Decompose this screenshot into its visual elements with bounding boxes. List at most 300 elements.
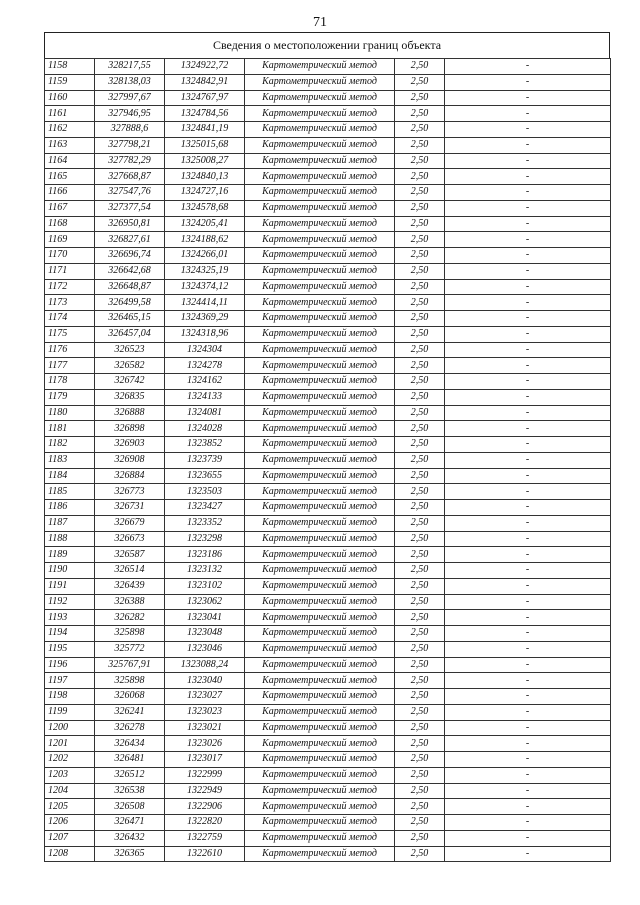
x-coordinate-cell: 326679 xyxy=(95,515,165,531)
accuracy-cell: 2,50 xyxy=(395,736,445,752)
description-cell: - xyxy=(445,578,611,594)
table-row xyxy=(45,484,611,500)
x-coordinate-cell: 326499,58 xyxy=(95,295,165,311)
method-cell: Картометрический метод xyxy=(245,263,395,279)
method-cell: Картометрический метод xyxy=(245,720,395,736)
method-cell: Картометрический метод xyxy=(245,74,395,90)
table-row xyxy=(45,106,611,122)
method-cell: Картометрический метод xyxy=(245,799,395,815)
y-coordinate-cell: 1323102 xyxy=(165,578,245,594)
x-coordinate-cell: 326731 xyxy=(95,500,165,516)
accuracy-cell: 2,50 xyxy=(395,311,445,327)
method-cell: Картометрический метод xyxy=(245,169,395,185)
point-number-cell: 1195 xyxy=(45,641,95,657)
point-number-cell: 1186 xyxy=(45,500,95,516)
table-row xyxy=(45,295,611,311)
point-number-cell: 1166 xyxy=(45,185,95,201)
x-coordinate-cell: 326903 xyxy=(95,437,165,453)
method-cell: Картометрический метод xyxy=(245,563,395,579)
table-row xyxy=(45,515,611,531)
method-cell: Картометрический метод xyxy=(245,185,395,201)
description-cell: - xyxy=(445,437,611,453)
y-coordinate-cell: 1323298 xyxy=(165,531,245,547)
description-cell: - xyxy=(445,815,611,831)
point-number-cell: 1193 xyxy=(45,610,95,626)
y-coordinate-cell: 1323352 xyxy=(165,515,245,531)
x-coordinate-cell: 326514 xyxy=(95,563,165,579)
x-coordinate-cell: 326582 xyxy=(95,358,165,374)
point-number-cell: 1172 xyxy=(45,279,95,295)
x-coordinate-cell: 326538 xyxy=(95,783,165,799)
point-number-cell: 1184 xyxy=(45,468,95,484)
page-number: 71 xyxy=(313,15,327,30)
method-cell: Картометрический метод xyxy=(245,594,395,610)
point-number-cell: 1182 xyxy=(45,437,95,453)
accuracy-cell: 2,50 xyxy=(395,74,445,90)
description-cell: - xyxy=(445,830,611,846)
point-number-cell: 1202 xyxy=(45,752,95,768)
method-cell: Картометрический метод xyxy=(245,846,395,862)
x-coordinate-cell: 326835 xyxy=(95,389,165,405)
x-coordinate-cell: 326648,87 xyxy=(95,279,165,295)
y-coordinate-cell: 1323132 xyxy=(165,563,245,579)
point-number-cell: 1170 xyxy=(45,248,95,264)
accuracy-cell: 2,50 xyxy=(395,137,445,153)
method-cell: Картометрический метод xyxy=(245,405,395,421)
table-row xyxy=(45,578,611,594)
method-cell: Картометрический метод xyxy=(245,452,395,468)
description-cell: - xyxy=(445,106,611,122)
description-cell: - xyxy=(445,185,611,201)
point-number-cell: 1181 xyxy=(45,421,95,437)
y-coordinate-cell: 1325015,68 xyxy=(165,137,245,153)
description-cell: - xyxy=(445,311,611,327)
y-coordinate-cell: 1324841,19 xyxy=(165,122,245,138)
y-coordinate-cell: 1324081 xyxy=(165,405,245,421)
table-row xyxy=(45,452,611,468)
x-coordinate-cell: 327547,76 xyxy=(95,185,165,201)
x-coordinate-cell: 326432 xyxy=(95,830,165,846)
method-cell: Картометрический метод xyxy=(245,216,395,232)
method-cell: Картометрический метод xyxy=(245,689,395,705)
y-coordinate-cell: 1324784,56 xyxy=(165,106,245,122)
point-number-cell: 1174 xyxy=(45,311,95,327)
y-coordinate-cell: 1324727,16 xyxy=(165,185,245,201)
point-number-cell: 1177 xyxy=(45,358,95,374)
table-row xyxy=(45,531,611,547)
y-coordinate-cell: 1324922,72 xyxy=(165,59,245,75)
point-number-cell: 1201 xyxy=(45,736,95,752)
point-number-cell: 1159 xyxy=(45,74,95,90)
method-cell: Картометрический метод xyxy=(245,437,395,453)
accuracy-cell: 2,50 xyxy=(395,767,445,783)
y-coordinate-cell: 1324325,19 xyxy=(165,263,245,279)
accuracy-cell: 2,50 xyxy=(395,122,445,138)
y-coordinate-cell: 1324205,41 xyxy=(165,216,245,232)
description-cell: - xyxy=(445,563,611,579)
method-cell: Картометрический метод xyxy=(245,657,395,673)
x-coordinate-cell: 326481 xyxy=(95,752,165,768)
y-coordinate-cell: 1322759 xyxy=(165,830,245,846)
description-cell: - xyxy=(445,752,611,768)
method-cell: Картометрический метод xyxy=(245,815,395,831)
y-coordinate-cell: 1324414,11 xyxy=(165,295,245,311)
table-row xyxy=(45,815,611,831)
table-row xyxy=(45,153,611,169)
table-row xyxy=(45,563,611,579)
table-row xyxy=(45,122,611,138)
description-cell: - xyxy=(445,90,611,106)
coordinates-table xyxy=(44,58,611,862)
x-coordinate-cell: 328217,55 xyxy=(95,59,165,75)
description-cell: - xyxy=(445,468,611,484)
accuracy-cell: 2,50 xyxy=(395,216,445,232)
point-number-cell: 1200 xyxy=(45,720,95,736)
x-coordinate-cell: 326587 xyxy=(95,547,165,563)
y-coordinate-cell: 1324028 xyxy=(165,421,245,437)
y-coordinate-cell: 1324842,91 xyxy=(165,74,245,90)
accuracy-cell: 2,50 xyxy=(395,295,445,311)
accuracy-cell: 2,50 xyxy=(395,830,445,846)
x-coordinate-cell: 326898 xyxy=(95,421,165,437)
method-cell: Картометрический метод xyxy=(245,736,395,752)
accuracy-cell: 2,50 xyxy=(395,200,445,216)
accuracy-cell: 2,50 xyxy=(395,515,445,531)
method-cell: Картометрический метод xyxy=(245,153,395,169)
x-coordinate-cell: 327668,87 xyxy=(95,169,165,185)
method-cell: Картометрический метод xyxy=(245,311,395,327)
x-coordinate-cell: 326465,15 xyxy=(95,311,165,327)
y-coordinate-cell: 1325008,27 xyxy=(165,153,245,169)
x-coordinate-cell: 327782,29 xyxy=(95,153,165,169)
method-cell: Картометрический метод xyxy=(245,610,395,626)
table-row xyxy=(45,248,611,264)
y-coordinate-cell: 1323027 xyxy=(165,689,245,705)
point-number-cell: 1194 xyxy=(45,626,95,642)
accuracy-cell: 2,50 xyxy=(395,563,445,579)
accuracy-cell: 2,50 xyxy=(395,578,445,594)
accuracy-cell: 2,50 xyxy=(395,437,445,453)
x-coordinate-cell: 326512 xyxy=(95,767,165,783)
x-coordinate-cell: 326523 xyxy=(95,342,165,358)
x-coordinate-cell: 326278 xyxy=(95,720,165,736)
x-coordinate-cell: 325767,91 xyxy=(95,657,165,673)
table-row xyxy=(45,468,611,484)
table-row xyxy=(45,626,611,642)
table-row xyxy=(45,594,611,610)
method-cell: Картометрический метод xyxy=(245,232,395,248)
accuracy-cell: 2,50 xyxy=(395,610,445,626)
y-coordinate-cell: 1323046 xyxy=(165,641,245,657)
table-row xyxy=(45,74,611,90)
description-cell: - xyxy=(445,421,611,437)
point-number-cell: 1188 xyxy=(45,531,95,547)
method-cell: Картометрический метод xyxy=(245,673,395,689)
accuracy-cell: 2,50 xyxy=(395,90,445,106)
point-number-cell: 1197 xyxy=(45,673,95,689)
y-coordinate-cell: 1324840,13 xyxy=(165,169,245,185)
method-cell: Картометрический метод xyxy=(245,248,395,264)
x-coordinate-cell: 326888 xyxy=(95,405,165,421)
y-coordinate-cell: 1324133 xyxy=(165,389,245,405)
description-cell: - xyxy=(445,594,611,610)
table-row xyxy=(45,657,611,673)
accuracy-cell: 2,50 xyxy=(395,720,445,736)
point-number-cell: 1183 xyxy=(45,452,95,468)
description-cell: - xyxy=(445,799,611,815)
x-coordinate-cell: 328138,03 xyxy=(95,74,165,90)
section-title: Сведения о местоположении границ объекта xyxy=(44,32,610,58)
accuracy-cell: 2,50 xyxy=(395,626,445,642)
description-cell: - xyxy=(445,374,611,390)
table-row xyxy=(45,326,611,342)
description-cell: - xyxy=(445,295,611,311)
point-number-cell: 1165 xyxy=(45,169,95,185)
method-cell: Картометрический метод xyxy=(245,279,395,295)
method-cell: Картометрический метод xyxy=(245,547,395,563)
method-cell: Картометрический метод xyxy=(245,200,395,216)
description-cell: - xyxy=(445,720,611,736)
accuracy-cell: 2,50 xyxy=(395,657,445,673)
description-cell: - xyxy=(445,531,611,547)
accuracy-cell: 2,50 xyxy=(395,547,445,563)
description-cell: - xyxy=(445,500,611,516)
y-coordinate-cell: 1322949 xyxy=(165,783,245,799)
description-cell: - xyxy=(445,216,611,232)
table-row xyxy=(45,673,611,689)
y-coordinate-cell: 1323021 xyxy=(165,720,245,736)
y-coordinate-cell: 1324374,12 xyxy=(165,279,245,295)
accuracy-cell: 2,50 xyxy=(395,342,445,358)
y-coordinate-cell: 1323186 xyxy=(165,547,245,563)
method-cell: Картометрический метод xyxy=(245,421,395,437)
method-cell: Картометрический метод xyxy=(245,578,395,594)
x-coordinate-cell: 327946,95 xyxy=(95,106,165,122)
description-cell: - xyxy=(445,641,611,657)
table-row xyxy=(45,500,611,516)
description-cell: - xyxy=(445,59,611,75)
method-cell: Картометрический метод xyxy=(245,326,395,342)
accuracy-cell: 2,50 xyxy=(395,232,445,248)
method-cell: Картометрический метод xyxy=(245,389,395,405)
x-coordinate-cell: 326365 xyxy=(95,846,165,862)
accuracy-cell: 2,50 xyxy=(395,153,445,169)
point-number-cell: 1160 xyxy=(45,90,95,106)
y-coordinate-cell: 1323655 xyxy=(165,468,245,484)
description-cell: - xyxy=(445,169,611,185)
y-coordinate-cell: 1323062 xyxy=(165,594,245,610)
y-coordinate-cell: 1324266,01 xyxy=(165,248,245,264)
document-body xyxy=(44,32,610,862)
method-cell: Картометрический метод xyxy=(245,641,395,657)
table-row xyxy=(45,830,611,846)
description-cell: - xyxy=(445,547,611,563)
method-cell: Картометрический метод xyxy=(245,106,395,122)
method-cell: Картометрический метод xyxy=(245,59,395,75)
description-cell: - xyxy=(445,342,611,358)
accuracy-cell: 2,50 xyxy=(395,815,445,831)
accuracy-cell: 2,50 xyxy=(395,500,445,516)
accuracy-cell: 2,50 xyxy=(395,106,445,122)
method-cell: Картометрический метод xyxy=(245,752,395,768)
method-cell: Картометрический метод xyxy=(245,783,395,799)
point-number-cell: 1185 xyxy=(45,484,95,500)
description-cell: - xyxy=(445,515,611,531)
description-cell: - xyxy=(445,74,611,90)
table-row xyxy=(45,216,611,232)
point-number-cell: 1163 xyxy=(45,137,95,153)
description-cell: - xyxy=(445,610,611,626)
accuracy-cell: 2,50 xyxy=(395,484,445,500)
description-cell: - xyxy=(445,767,611,783)
description-cell: - xyxy=(445,783,611,799)
point-number-cell: 1171 xyxy=(45,263,95,279)
method-cell: Картометрический метод xyxy=(245,295,395,311)
description-cell: - xyxy=(445,279,611,295)
method-cell: Картометрический метод xyxy=(245,531,395,547)
description-cell: - xyxy=(445,358,611,374)
x-coordinate-cell: 326696,74 xyxy=(95,248,165,264)
description-cell: - xyxy=(445,736,611,752)
description-cell: - xyxy=(445,626,611,642)
accuracy-cell: 2,50 xyxy=(395,783,445,799)
y-coordinate-cell: 1324767,97 xyxy=(165,90,245,106)
accuracy-cell: 2,50 xyxy=(395,389,445,405)
x-coordinate-cell: 326508 xyxy=(95,799,165,815)
x-coordinate-cell: 326827,61 xyxy=(95,232,165,248)
x-coordinate-cell: 325898 xyxy=(95,673,165,689)
table-row xyxy=(45,137,611,153)
point-number-cell: 1173 xyxy=(45,295,95,311)
point-number-cell: 1203 xyxy=(45,767,95,783)
point-number-cell: 1208 xyxy=(45,846,95,862)
x-coordinate-cell: 326439 xyxy=(95,578,165,594)
y-coordinate-cell: 1322820 xyxy=(165,815,245,831)
point-number-cell: 1178 xyxy=(45,374,95,390)
point-number-cell: 1169 xyxy=(45,232,95,248)
x-coordinate-cell: 326388 xyxy=(95,594,165,610)
x-coordinate-cell: 326642,68 xyxy=(95,263,165,279)
point-number-cell: 1168 xyxy=(45,216,95,232)
y-coordinate-cell: 1323048 xyxy=(165,626,245,642)
point-number-cell: 1187 xyxy=(45,515,95,531)
point-number-cell: 1207 xyxy=(45,830,95,846)
point-number-cell: 1206 xyxy=(45,815,95,831)
point-number-cell: 1158 xyxy=(45,59,95,75)
description-cell: - xyxy=(445,122,611,138)
method-cell: Картометрический метод xyxy=(245,374,395,390)
y-coordinate-cell: 1323026 xyxy=(165,736,245,752)
x-coordinate-cell: 326742 xyxy=(95,374,165,390)
description-cell: - xyxy=(445,389,611,405)
accuracy-cell: 2,50 xyxy=(395,704,445,720)
point-number-cell: 1191 xyxy=(45,578,95,594)
table-row xyxy=(45,783,611,799)
accuracy-cell: 2,50 xyxy=(395,468,445,484)
method-cell: Картометрический метод xyxy=(245,484,395,500)
point-number-cell: 1164 xyxy=(45,153,95,169)
table-row xyxy=(45,720,611,736)
x-coordinate-cell: 326773 xyxy=(95,484,165,500)
description-cell: - xyxy=(445,326,611,342)
accuracy-cell: 2,50 xyxy=(395,279,445,295)
method-cell: Картометрический метод xyxy=(245,122,395,138)
point-number-cell: 1176 xyxy=(45,342,95,358)
table-row xyxy=(45,185,611,201)
point-number-cell: 1192 xyxy=(45,594,95,610)
y-coordinate-cell: 1323852 xyxy=(165,437,245,453)
method-cell: Картометрический метод xyxy=(245,704,395,720)
description-cell: - xyxy=(445,405,611,421)
description-cell: - xyxy=(445,484,611,500)
table-row xyxy=(45,704,611,720)
method-cell: Картометрический метод xyxy=(245,90,395,106)
accuracy-cell: 2,50 xyxy=(395,248,445,264)
x-coordinate-cell: 327798,21 xyxy=(95,137,165,153)
point-number-cell: 1167 xyxy=(45,200,95,216)
table-row xyxy=(45,200,611,216)
method-cell: Картометрический метод xyxy=(245,515,395,531)
y-coordinate-cell: 1324578,68 xyxy=(165,200,245,216)
y-coordinate-cell: 1323017 xyxy=(165,752,245,768)
point-number-cell: 1175 xyxy=(45,326,95,342)
point-number-cell: 1180 xyxy=(45,405,95,421)
description-cell: - xyxy=(445,657,611,673)
description-cell: - xyxy=(445,232,611,248)
y-coordinate-cell: 1323040 xyxy=(165,673,245,689)
table-row xyxy=(45,374,611,390)
accuracy-cell: 2,50 xyxy=(395,374,445,390)
method-cell: Картометрический метод xyxy=(245,137,395,153)
table-row xyxy=(45,169,611,185)
method-cell: Картометрический метод xyxy=(245,830,395,846)
point-number-cell: 1198 xyxy=(45,689,95,705)
description-cell: - xyxy=(445,704,611,720)
description-cell: - xyxy=(445,153,611,169)
y-coordinate-cell: 1324188,62 xyxy=(165,232,245,248)
y-coordinate-cell: 1322906 xyxy=(165,799,245,815)
point-number-cell: 1190 xyxy=(45,563,95,579)
point-number-cell: 1204 xyxy=(45,783,95,799)
table-row xyxy=(45,342,611,358)
method-cell: Картометрический метод xyxy=(245,342,395,358)
y-coordinate-cell: 1324318,96 xyxy=(165,326,245,342)
y-coordinate-cell: 1324278 xyxy=(165,358,245,374)
x-coordinate-cell: 327377,54 xyxy=(95,200,165,216)
accuracy-cell: 2,50 xyxy=(395,531,445,547)
point-number-cell: 1199 xyxy=(45,704,95,720)
x-coordinate-cell: 327997,67 xyxy=(95,90,165,106)
x-coordinate-cell: 326950,81 xyxy=(95,216,165,232)
y-coordinate-cell: 1323739 xyxy=(165,452,245,468)
x-coordinate-cell: 326457,04 xyxy=(95,326,165,342)
table-row xyxy=(45,846,611,862)
y-coordinate-cell: 1322999 xyxy=(165,767,245,783)
y-coordinate-cell: 1323503 xyxy=(165,484,245,500)
accuracy-cell: 2,50 xyxy=(395,673,445,689)
table-row xyxy=(45,736,611,752)
table-row xyxy=(45,610,611,626)
coordinates-table-body xyxy=(45,59,611,862)
method-cell: Картометрический метод xyxy=(245,358,395,374)
description-cell: - xyxy=(445,673,611,689)
y-coordinate-cell: 1323023 xyxy=(165,704,245,720)
method-cell: Картометрический метод xyxy=(245,500,395,516)
x-coordinate-cell: 325898 xyxy=(95,626,165,642)
description-cell: - xyxy=(445,452,611,468)
x-coordinate-cell: 326434 xyxy=(95,736,165,752)
x-coordinate-cell: 326068 xyxy=(95,689,165,705)
